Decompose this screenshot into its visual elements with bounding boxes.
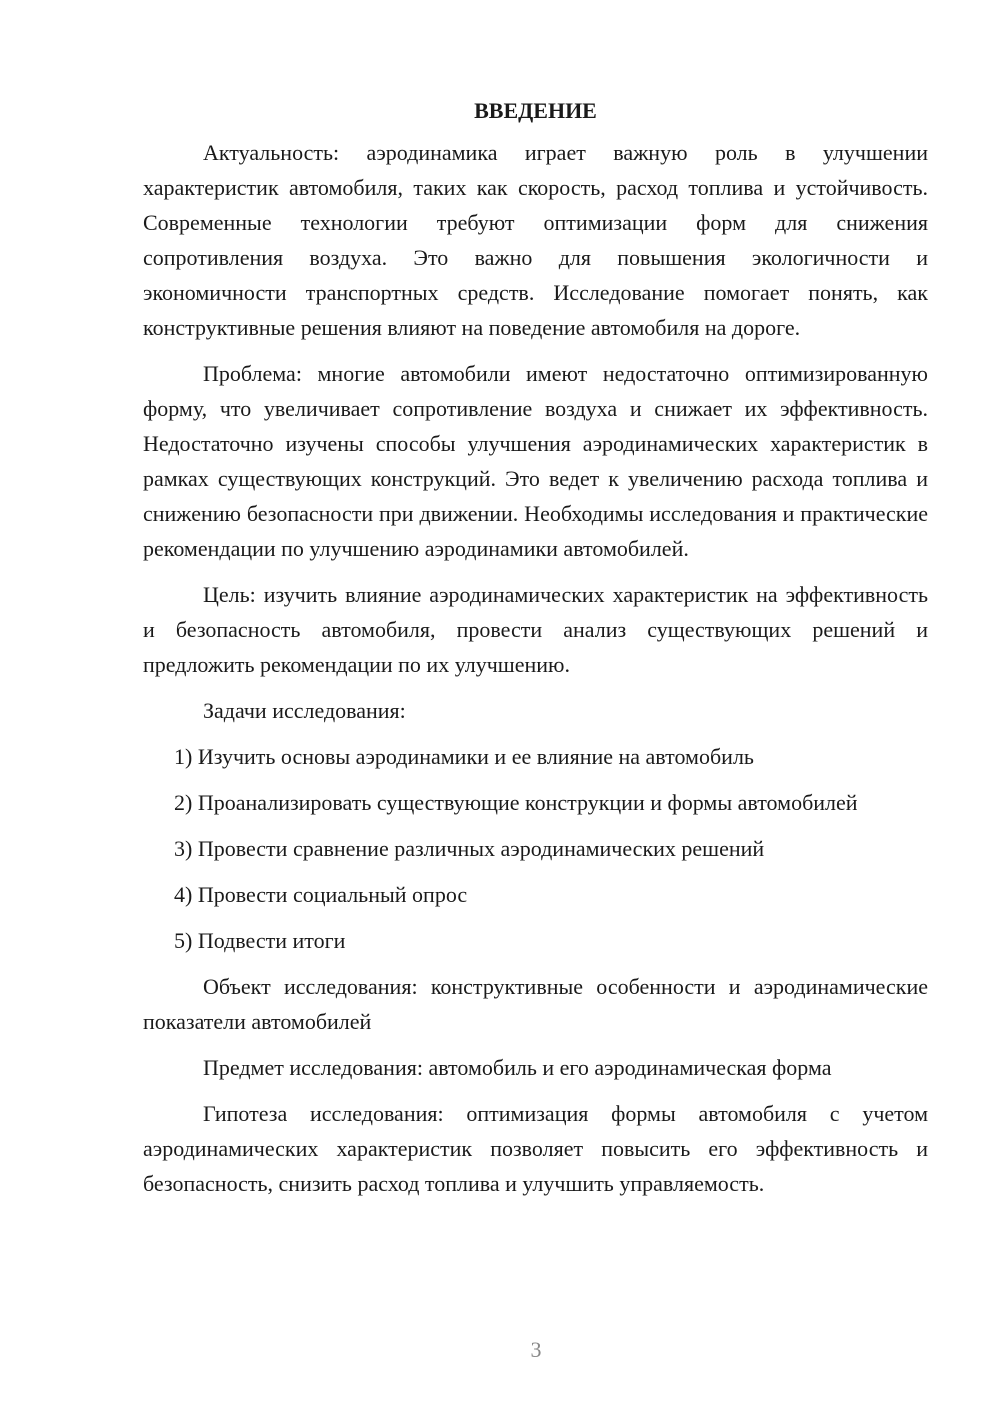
task-item: 2) Проанализировать существующие конструкции и формы автомобилей (174, 790, 858, 815)
goal-paragraph: Цель: изучить влияние аэродинамических характеристик на эффективность и безопасность автомобиля, провести анализ существующих решений и предложить рекомендации по их улучшению. (143, 582, 928, 677)
relevance-paragraph: Актуальность: аэродинамика играет важную роль в улучшении характеристик автомобиля, таких как скорость, расход топлива и устойчивость. Современные технологии требуют оптимизации форм для снижения сопротивления воздуха. Это важно для повышения экологичности и экономичности транспортных средств. Исследование помогает понять, как конструктивные решения влияют на поведение автомобиля на дороге. (143, 140, 928, 340)
page-content (143, 93, 928, 1212)
task-item: 5) Подвести итоги (174, 928, 346, 953)
tasks-title: Задачи исследования: (203, 698, 406, 723)
subject-paragraph: Предмет исследования: автомобиль и его аэродинамическая форма (203, 1055, 832, 1080)
hypothesis-paragraph: Гипотеза исследования: оптимизация формы автомобиля с учетом аэродинамических характеристик позволяет повысить его эффективность и безопасность, снизить расход топлива и улучшить управляемость. (143, 1101, 928, 1196)
page-number: 3 (530, 1337, 542, 1362)
task-item: 1) Изучить основы аэродинамики и ее влияние на автомобиль (174, 744, 754, 769)
task-item: 4) Провести социальный опрос (174, 882, 468, 907)
section-heading: ВВЕДЕНИЕ (474, 98, 597, 123)
task-item: 3) Провести сравнение различных аэродинамических решений (174, 836, 765, 861)
object-paragraph: Объект исследования: конструктивные особенности и аэродинамические показатели автомобилей (143, 974, 928, 1034)
problem-paragraph: Проблема: многие автомобили имеют недостаточно оптимизированную форму, что увеличивает сопротивление воздуха и снижает их эффективность. Недостаточно изучены способы улучшения аэродинамических характеристик в рамках существующих конструкций. Это ведет к увеличению расхода топлива и снижению безопасности при движении. Необходимы исследования и практические рекомендации по улучшению аэродинамики автомобилей. (143, 361, 928, 561)
